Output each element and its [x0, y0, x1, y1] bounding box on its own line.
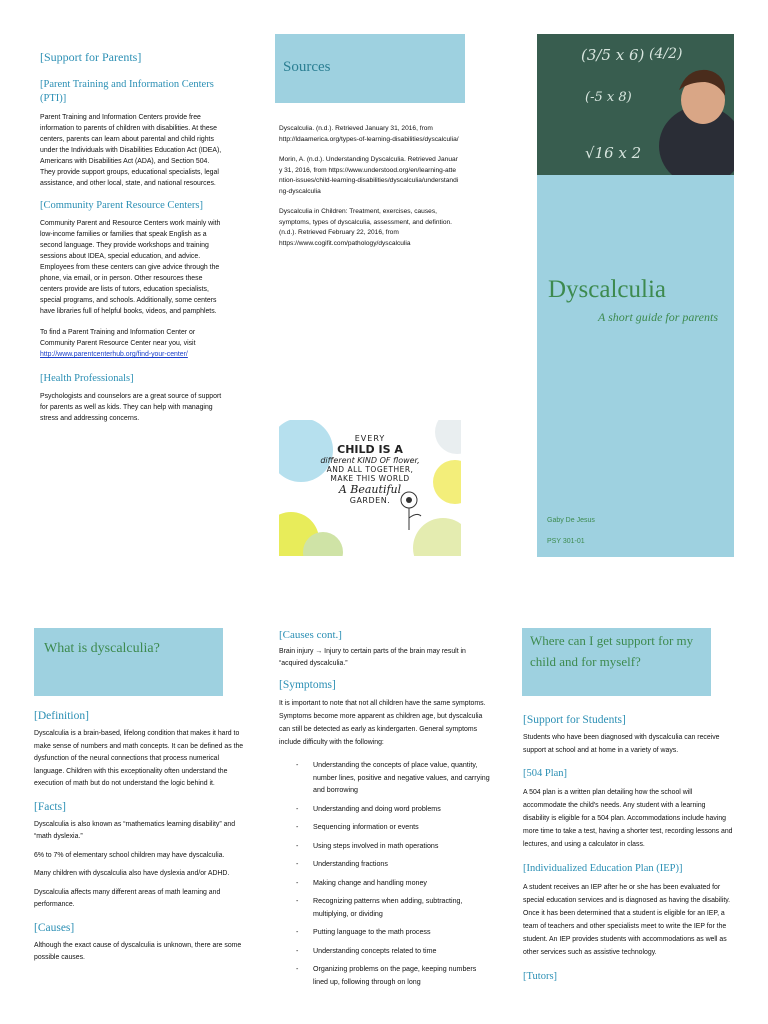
- causes-text: Although the exact cause of dyscalculia is unknown, there are some possible causes.: [34, 941, 242, 961]
- cover-course: PSY 301-01: [547, 538, 585, 545]
- what-is-title-box: [34, 628, 223, 696]
- fact-3: Many children with dyscalculia also have dyslexia and/or ADHD.: [34, 870, 230, 877]
- cprc-text: Community Parent and Resource Centers work mainly with low-income families or families that speak English as a second language. They provide workshops and training sessions about IDEA, special education, and advice. Employees from these centers can give advice through the phone, via email, or in person. Other resources these centers provide are lists of tutors, education specialists, special programs, and schools. Additionally, some centers have libraries full of helpful books, videos, and pamphlets.: [40, 220, 221, 315]
- symptom-item: - Using steps involved in math operations: [279, 840, 491, 853]
- quote-line-5: MAKE THIS WORLD: [330, 474, 410, 483]
- support-parents-heading: [Support for Parents]: [40, 50, 142, 64]
- symptoms-intro: It is important to note that not all children have the same symptoms. Symptoms become more apparent as children age, but dyscalculia can still be detected as early as kindergarten. General symptoms include difficulty with the following:: [279, 700, 486, 746]
- symptom-item: - Understanding fractions: [279, 858, 491, 871]
- support-title: Where can I get support for my child and for myself?: [530, 633, 694, 669]
- plan-504-heading: [504 Plan]: [523, 768, 568, 779]
- panel-what-is: [34, 710, 244, 965]
- symptom-item: - Making change and handling money: [279, 877, 491, 890]
- support-students-text: Students who have been diagnosed with dyscalculia can receive support at school and at home in a variety of ways.: [523, 734, 720, 754]
- cover-author: Gaby De Jesus: [547, 517, 595, 524]
- cover-panel: [537, 175, 734, 557]
- quote-line-3: different KIND OF flower,: [320, 456, 420, 465]
- find-center-text: [40, 327, 226, 360]
- panel-symptoms: [279, 629, 491, 994]
- symptoms-heading: [Symptoms]: [279, 679, 336, 691]
- quote-line-4: AND ALL TOGETHER,: [326, 465, 414, 474]
- panel-support-for-parents: [40, 50, 226, 424]
- find-center-intro: To find a Parent Training and Information Center or Community Parent Resource Center near you, visit: [40, 329, 196, 347]
- symptom-item: - Putting language to the math process: [279, 926, 491, 939]
- causes-heading: [Causes]: [34, 921, 75, 934]
- source-1: Dyscalculia. (n.d.). Retrieved January 31, 2016, from http://ldaamerica.org/types-of-learning-disabilities/dyscalculia/: [279, 125, 459, 143]
- pti-text: Parent Training and Information Centers provide free information to parents of children with disabilities. At these centers, parents can learn about parental and child rights under the Individuals with Disabilities Education Act (IDEA), Americans with Disabilities Act (ADA), and Section 504. They provide support groups, educational specialists, legal assistance, and other local, state, and national resources.: [40, 114, 222, 187]
- plan-504-text: A 504 plan is a written plan detailing how the school will accommodate the child's needs. Any student with a learning disability is eligible for a 504 plan. Accommodations include having more time to take a test, having a shorter test, recording lessons and lectures, and using a calculator in class.: [523, 789, 733, 848]
- causes-cont-text: Brain injury → Injury to certain parts of the brain may result in “acquired dyscalculia.”: [279, 648, 466, 667]
- quote-line-1: EVERY: [354, 434, 386, 443]
- pti-heading: [Parent Training and Information Centers (PTI)]: [40, 79, 214, 104]
- definition-heading: [Definition]: [34, 710, 89, 722]
- quote-line-6: A Beautiful: [338, 483, 402, 496]
- symptom-item: - Understanding the concepts of place value, quantity, number lines, positive and negative values, and carrying and borrowing: [279, 759, 491, 797]
- symptom-item: - Understanding concepts related to time: [279, 945, 491, 958]
- source-3: Dyscalculia in Children: Treatment, exercises, causes, symptoms, types of dyscalculia, assessment, and defintion. (n.d.). Retrieved February 22, 2016, from https://www.cogifit.com/pathology/dyscalculia: [279, 208, 452, 247]
- source-2: Morin, A. (n.d.). Understanding Dyscalculia. Retrieved January 31, 2016, from https://www.understood.org/en/learning-attention-issues/child-learning-disabilities/dyscalculia/understanding-dyscalculia: [279, 156, 459, 195]
- health-professionals-heading: [Health Professionals]: [40, 373, 134, 384]
- chalk-formula-2: (4/2): [649, 46, 683, 62]
- iep-heading: [Individualized Education Plan (IEP)]: [523, 863, 683, 874]
- health-professionals-text: Psychologists and counselors are a great source of support for parents as well as kids. They can help with managing stress and addressing concerns.: [40, 393, 222, 422]
- fact-4: Dyscalculia affects many different areas of math learning and performance.: [34, 888, 221, 908]
- cover-title: Dyscalculia: [548, 276, 667, 303]
- sources-title: Sources: [283, 59, 331, 75]
- panel-support: [523, 714, 733, 984]
- chalk-formula-4: √16 x 2: [585, 144, 642, 162]
- causes-cont-heading: [Causes cont.]: [279, 629, 342, 641]
- iep-text: A student receives an IEP after he or she has been evaluated for special education services and is diagnosed as having the disability. Once it has been determined that a student is eligible for an IEP, a team of teachers and other specialists meet to write the IEP for the student. An IEP provides students with accommodations as well as other services such as assistive technology.: [523, 884, 731, 956]
- facts-heading: [Facts]: [34, 800, 66, 813]
- fact-2: 6% to 7% of elementary school children may have dyscalculia.: [34, 851, 225, 859]
- symptom-item: - Understanding and doing word problems: [279, 803, 491, 816]
- symptom-item: - Organizing problems on the page, keeping numbers lined up, following through on long: [279, 963, 491, 988]
- support-title-box: [522, 628, 711, 696]
- definition-text: Dyscalculia is a brain-based, lifelong condition that makes it hard to make sense of numbers and math concepts. It can be defined as the dysfunction of the neural connections that process numerical language. Children with this exceptionality often understand the execution of math but do not understand the logic behind it.: [34, 730, 244, 787]
- support-students-heading: [Support for Students]: [523, 714, 626, 726]
- symptom-item: - Recognizing patterns when adding, subtracting, multiplying, or dividing: [279, 895, 491, 920]
- chalk-math: [537, 34, 687, 175]
- fact-1: Dyscalculia is also known as “mathematics learning disability” and “math dyslexia.”: [34, 820, 236, 840]
- quote-line-7: GARDEN.: [349, 496, 391, 505]
- chalk-formula-1: (3/5 x 6): [581, 46, 645, 64]
- sources-title-box: [275, 34, 465, 103]
- chalk-formula-3: (-5 x 8): [585, 90, 632, 105]
- tutors-heading: [Tutors]: [523, 971, 558, 982]
- symptom-item: - Sequencing information or events: [279, 821, 491, 834]
- cover-photo: [537, 34, 734, 175]
- quote-text: [279, 434, 461, 505]
- what-is-title: What is dyscalculia?: [44, 641, 160, 656]
- quote-image: [279, 420, 461, 556]
- quote-line-2: CHILD IS A: [337, 443, 403, 456]
- cover-subtitle: A short guide for parents: [597, 310, 718, 324]
- sources-list: [279, 124, 459, 249]
- cprc-heading: [Community Parent Resource Centers]: [40, 200, 204, 211]
- parent-center-link[interactable]: http://www.parentcenterhub.org/find-your-center/: [40, 351, 188, 358]
- symptoms-list: [279, 759, 491, 988]
